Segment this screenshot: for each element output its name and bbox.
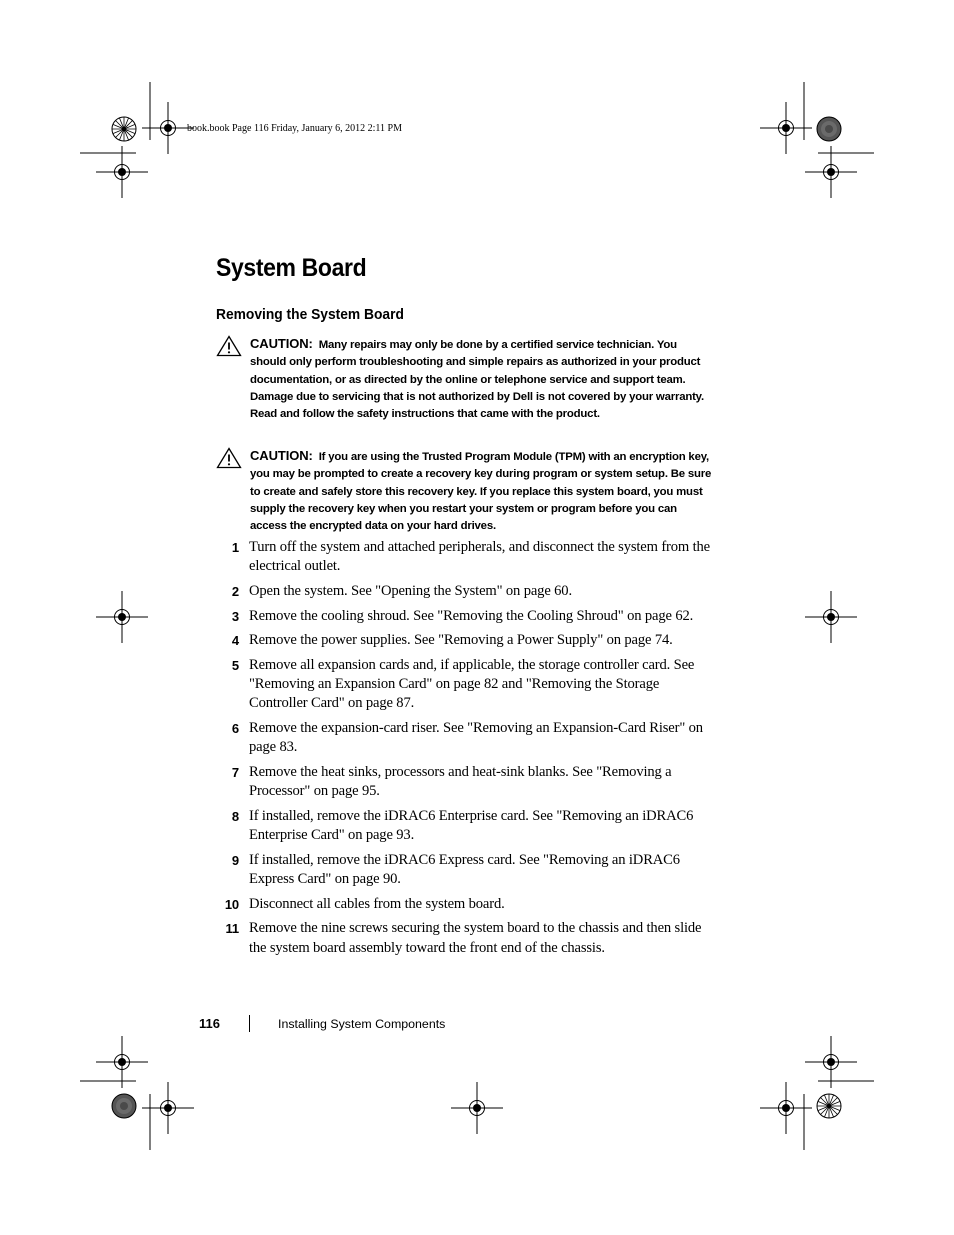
print-slug: book.book Page 116 Friday, January 6, 2012 2:11 PM	[187, 123, 402, 134]
step-item	[214, 763, 718, 801]
caution-text: If you are using the Trusted Program Module (TPM) with an encryption key, you may be prompted to create a recovery key during program or system setup. Be sure to create and safely store this recovery key. If you replace this system board, you must supply the recovery key when you restart your system or program before you can access the encrypted data on your hard drives.	[250, 451, 712, 533]
caution-label: CAUTION:	[250, 336, 313, 351]
step-number: 11	[225, 921, 239, 937]
step-text: Remove the power supplies. See "Removing a Power Supply" on page 74.	[249, 632, 673, 649]
step-item	[214, 607, 718, 626]
step-number: 7	[231, 765, 239, 781]
caution-text: Many repairs may only be done by a certified service technician. You should only perform troubleshooting and simple repairs as authorized in your product documentation, or as directed by the online or telephone service and support team. Damage due to servicing that is not authorized by Dell is not covered by your warranty. Read and follow the safety instructions that came with the product.	[250, 339, 704, 421]
chapter-name: Installing System Components	[278, 1017, 446, 1031]
step-item	[214, 807, 718, 845]
step-number: 3	[231, 608, 239, 624]
step-text: Remove the heat sinks, processors and heat-sink blanks. See "Removing a Processor" on page 95.	[249, 764, 672, 800]
step-number: 4	[231, 633, 239, 649]
section-title: Removing the System Board	[216, 306, 404, 323]
page-title: System Board	[216, 254, 367, 282]
step-number: 9	[231, 852, 239, 868]
step-text: Remove the nine screws securing the system board to the chassis and then slide the system board assembly toward the front end of the chassis.	[249, 920, 702, 956]
step-number: 8	[231, 808, 239, 824]
step-item	[214, 656, 718, 714]
step-number: 2	[231, 583, 239, 599]
step-item	[214, 631, 718, 650]
step-item	[214, 582, 718, 601]
footer-divider	[249, 1015, 250, 1032]
caution-triangle-icon	[216, 447, 242, 469]
step-text: Remove the expansion-card riser. See "Removing an Expansion-Card Riser" on page 83.	[249, 720, 703, 756]
caution-triangle-icon	[216, 335, 242, 357]
step-text: If installed, remove the iDRAC6 Express card. See "Removing an iDRAC6 Express Card" on page 90.	[249, 851, 680, 888]
step-number: 1	[231, 540, 239, 555]
caution-block-2	[216, 447, 716, 535]
page-number: 116	[199, 1016, 220, 1031]
step-text: Disconnect all cables from the system board.	[249, 895, 505, 912]
step-number: 6	[231, 721, 239, 737]
step-item	[214, 851, 718, 889]
step-text: Open the system. See "Opening the System" on page 60.	[249, 582, 572, 599]
step-text: Remove the cooling shroud. See "Removing the Cooling Shroud" on page 62.	[249, 607, 694, 624]
step-item	[214, 919, 718, 957]
step-item	[214, 719, 718, 757]
step-text: Turn off the system and attached peripherals, and disconnect the system from the electrical outlet.	[249, 539, 710, 575]
caution-block-1	[216, 335, 716, 423]
step-text: Remove all expansion cards and, if applicable, the storage controller card. See "Removing an Expansion Card" on page 82 and "Removing the Storage Controller Card" on page 87.	[249, 657, 695, 712]
step-number: 5	[231, 658, 239, 674]
step-text: If installed, remove the iDRAC6 Enterprise card. See "Removing an iDRAC6 Enterprise Card" on page 93.	[249, 807, 694, 844]
caution-label: CAUTION:	[250, 448, 313, 463]
step-item	[214, 895, 718, 914]
procedure-steps	[214, 538, 718, 963]
step-number: 10	[224, 896, 239, 912]
step-item	[214, 538, 718, 576]
